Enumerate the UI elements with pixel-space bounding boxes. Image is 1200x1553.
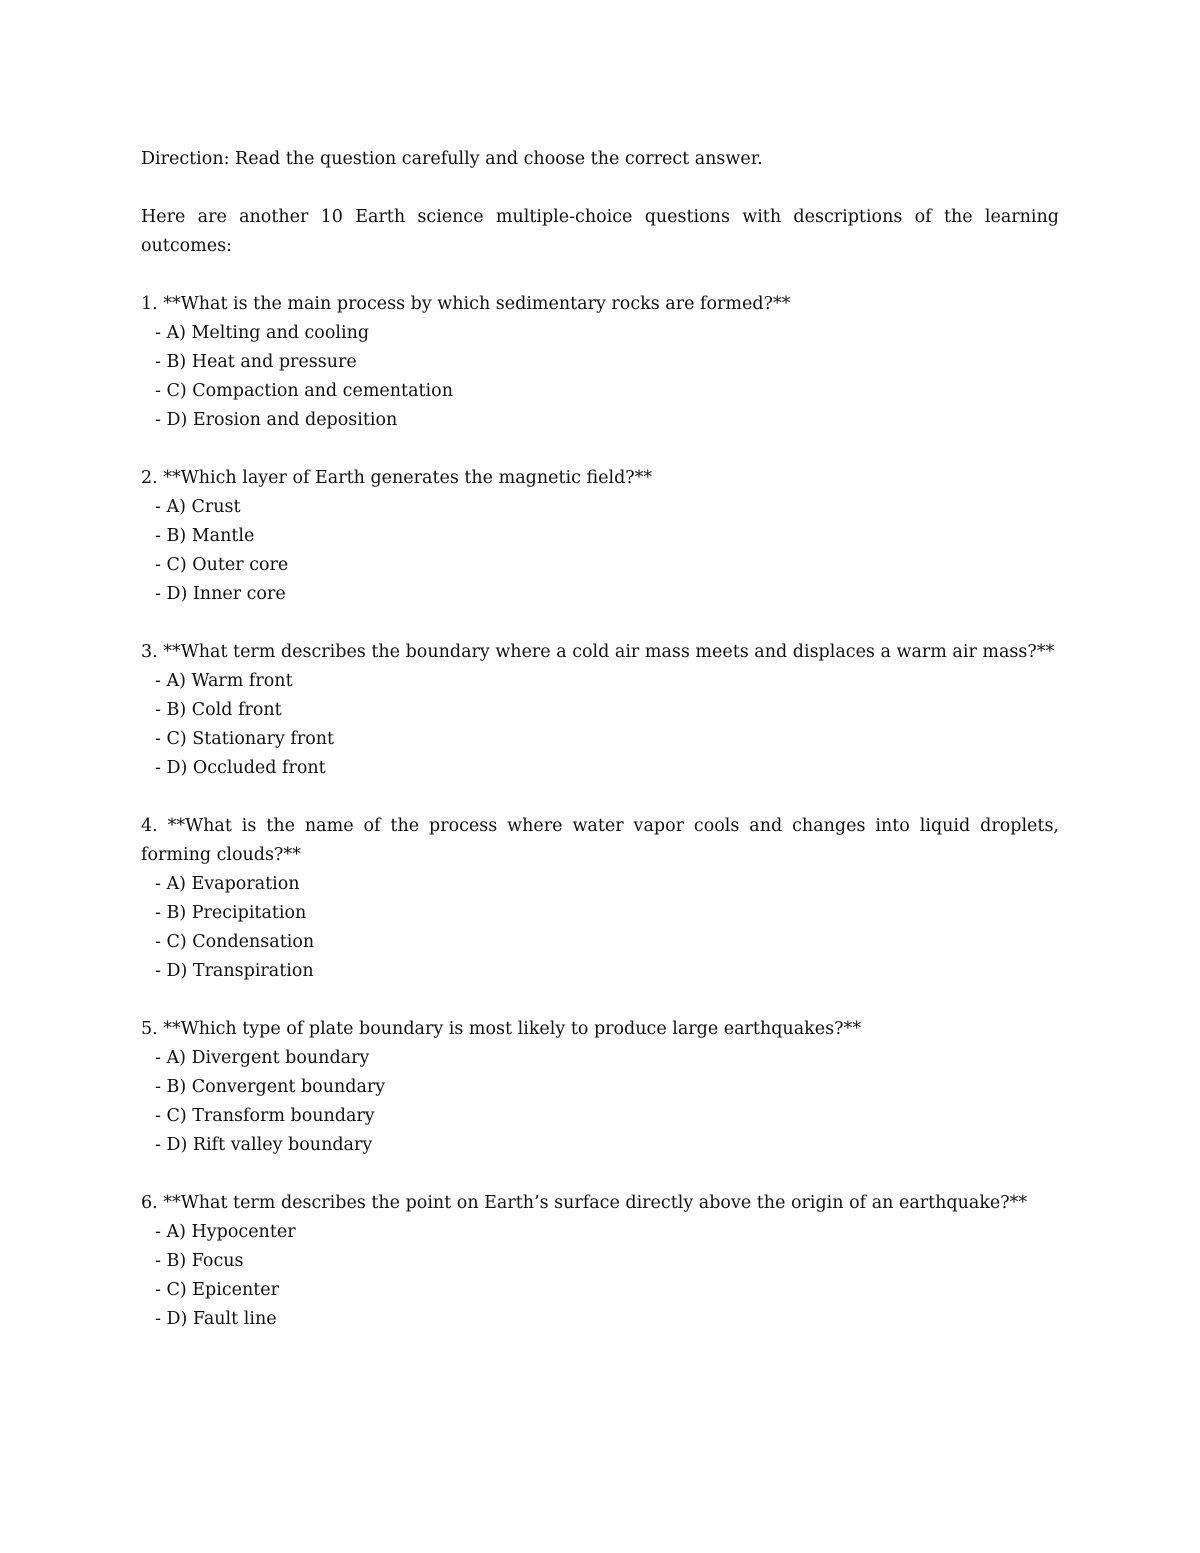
- question-text: 3. **What term describes the boundary where a cold air mass meets and displaces a warm air mass?**: [141, 642, 1055, 662]
- option-d: - D) Fault line: [155, 1309, 277, 1329]
- question-text: 2. **Which layer of Earth generates the magnetic field?**: [141, 468, 653, 488]
- question-text: 1. **What is the main process by which sedimentary rocks are formed?**: [141, 294, 791, 314]
- option-b: - B) Precipitation: [155, 903, 307, 923]
- option-c: - C) Transform boundary: [155, 1106, 375, 1126]
- document-page: [141, 145, 1059, 1363]
- option-a: - A) Divergent boundary: [155, 1048, 370, 1068]
- option-a: - A) Evaporation: [155, 874, 300, 894]
- question-text: 5. **Which type of plate boundary is most likely to produce large earthquakes?**: [141, 1019, 861, 1039]
- option-d: - D) Transpiration: [155, 961, 314, 981]
- option-c: - C) Stationary front: [155, 729, 335, 749]
- question-3: [141, 638, 1059, 783]
- option-c: - C) Outer core: [155, 555, 289, 575]
- option-a: - A) Hypocenter: [155, 1222, 296, 1242]
- option-b: - B) Heat and pressure: [155, 352, 357, 372]
- direction-text: Direction: Read the question carefully and choose the correct answer.: [141, 149, 763, 169]
- option-c: - C) Epicenter: [155, 1280, 280, 1300]
- question-4: [141, 812, 1059, 986]
- option-c: - C) Compaction and cementation: [155, 381, 453, 401]
- option-a: - A) Crust: [155, 497, 241, 517]
- option-a: - A) Warm front: [155, 671, 293, 691]
- intro-text: Here are another 10 Earth science multiple-choice questions with descriptions of the learning outcomes:: [141, 207, 1059, 256]
- option-b: - B) Cold front: [155, 700, 282, 720]
- option-d: - D) Occluded front: [155, 758, 326, 778]
- question-text: 4. **What is the name of the process where water vapor cools and changes into liquid droplets, forming clouds?**: [141, 816, 1059, 865]
- option-d: - D) Rift valley boundary: [155, 1135, 373, 1155]
- option-b: - B) Mantle: [155, 526, 255, 546]
- question-5: [141, 1015, 1059, 1160]
- option-d: - D) Erosion and deposition: [155, 410, 398, 430]
- question-1: [141, 290, 1059, 435]
- question-2: [141, 464, 1059, 609]
- question-6: [141, 1189, 1059, 1334]
- option-a: - A) Melting and cooling: [155, 323, 370, 343]
- option-d: - D) Inner core: [155, 584, 286, 604]
- option-c: - C) Condensation: [155, 932, 315, 952]
- question-text: 6. **What term describes the point on Earth’s surface directly above the origin of an earthquake?**: [141, 1193, 1028, 1213]
- option-b: - B) Convergent boundary: [155, 1077, 386, 1097]
- option-b: - B) Focus: [155, 1251, 244, 1271]
